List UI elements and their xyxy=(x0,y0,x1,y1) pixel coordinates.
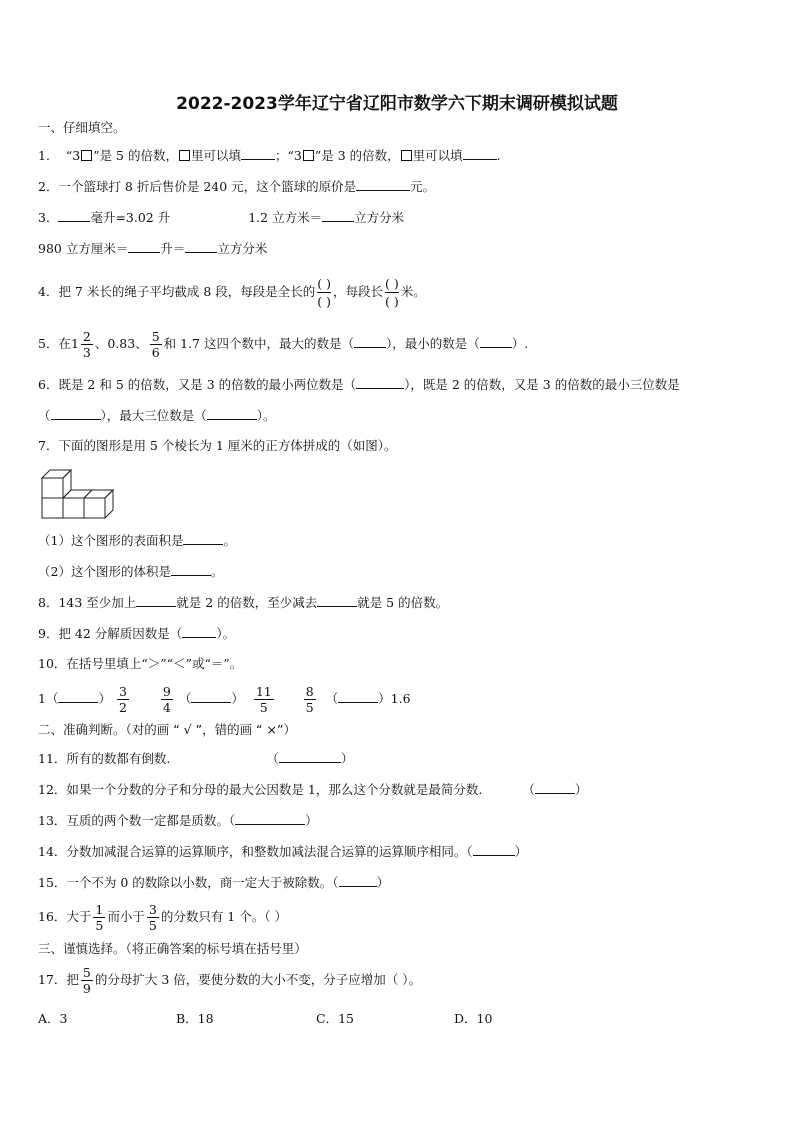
question-10-comparisons: 1（ ） $\frac{3}{2}$ $\frac{9}{4}$ （ ） $\frac{11}{5}$ $\frac{8}{5}$ （ ）1.6 xyxy=(38,684,411,715)
section-heading-3: 三、谨慎选择。（将正确答案的标号填在括号里） xyxy=(38,941,307,956)
cube-figure xyxy=(40,464,116,520)
question-1: 1. “3 ”是 5 的倍数， 里可以填 ；“3 ”是 3 的倍数， 里可以填 . xyxy=(38,148,501,163)
question-9: 9．把 42 分解质因数是（ ）。 xyxy=(38,626,236,641)
fraction: $\frac{2}{3}$ xyxy=(82,329,91,360)
answer-blank[interactable] xyxy=(463,147,497,160)
answer-blank[interactable] xyxy=(235,812,305,825)
answer-blank[interactable] xyxy=(317,594,357,607)
fraction: $\frac{8}{5}$ xyxy=(305,684,314,715)
square-box-icon xyxy=(303,150,314,161)
answer-blank[interactable] xyxy=(191,690,231,703)
question-12: 12．如果一个分数的分子和分母的最大公因数是 1，那么这个分数就是最简分数. （ ） xyxy=(38,782,588,797)
question-6b: （ ），最大三位数是（ ）。 xyxy=(38,408,276,423)
answer-blank[interactable] xyxy=(58,209,90,222)
option-b[interactable]: B．18 xyxy=(176,1011,214,1026)
answer-blank[interactable] xyxy=(480,335,512,348)
square-box-icon xyxy=(179,150,190,161)
fraction: $\frac{11}{5}$ xyxy=(255,684,272,715)
answer-blank[interactable] xyxy=(128,240,160,253)
fraction-blank[interactable]: ( ) ( ) xyxy=(317,276,331,309)
answer-blank[interactable] xyxy=(185,240,217,253)
answer-blank[interactable] xyxy=(241,147,275,160)
answer-blank[interactable] xyxy=(51,407,101,420)
section-heading-2: 二、准确判断。（对的画 “ √ ”，错的画 “ ×”） xyxy=(38,722,296,737)
page-title: 2022-2023学年辽宁省辽阳市数学六下期末调研模拟试题 xyxy=(176,94,618,114)
fraction: $\frac{5}{6}$ xyxy=(151,329,160,360)
answer-blank[interactable] xyxy=(182,625,216,638)
answer-blank[interactable] xyxy=(279,750,341,763)
question-16: 16．大于 $\frac{1}{5}$ 而小于 $\frac{3}{5}$ 的分数只有 1 个。（ ） xyxy=(38,902,287,933)
section-heading-1: 一、仔细填空。 xyxy=(38,120,126,135)
fraction: $\frac{3}{5}$ xyxy=(148,902,157,933)
question-8: 8．143 至少加上 就是 2 的倍数，至少减去 就是 5 的倍数。 xyxy=(38,595,449,610)
answer-blank[interactable] xyxy=(322,209,354,222)
answer-blank[interactable] xyxy=(338,690,378,703)
answer-blank[interactable] xyxy=(356,376,404,389)
square-box-icon xyxy=(401,150,412,161)
answer-blank[interactable] xyxy=(356,178,410,191)
question-6: 6．既是 2 和 5 的倍数，又是 3 的倍数的最小两位数是（ ），既是 2 的倍数，又是 3 的倍数的最小三位数是 xyxy=(38,377,680,392)
question-4: 4．把 7 米长的绳子平均截成 8 段，每段是全长的 ( ) ( ) ，每段长 ( ) ( ) 米。 xyxy=(38,276,426,309)
answer-blank[interactable] xyxy=(535,781,575,794)
option-c[interactable]: C．15 xyxy=(316,1011,354,1026)
question-14: 14．分数加减混合运算的运算顺序，和整数加减法混合运算的运算顺序相同。（ ） xyxy=(38,844,528,859)
question-2: 2．一个篮球打 8 折后售价是 240 元，这个篮球的原价是 元。 xyxy=(38,179,436,194)
fraction: $\frac{3}{2}$ xyxy=(118,684,127,715)
answer-blank[interactable] xyxy=(339,874,377,887)
fraction-blank[interactable]: ( ) ( ) xyxy=(385,276,399,309)
question-7-part-2: （2）这个图形的体积是 。 xyxy=(38,564,224,579)
question-7-part-1: （1）这个图形的表面积是 。 xyxy=(38,533,236,548)
question-3b: 980 立方厘米＝ 升＝ 立方分米 xyxy=(38,241,268,256)
question-17-options xyxy=(38,1011,492,1027)
question-13: 13．互质的两个数一定都是质数。（ ） xyxy=(38,813,318,828)
answer-blank[interactable] xyxy=(58,690,98,703)
fraction: $\frac{5}{9}$ xyxy=(82,965,91,996)
question-7: 7．下面的图形是用 5 个棱长为 1 厘米的正方体拼成的（如图）。 xyxy=(38,438,397,453)
fraction: $\frac{9}{4}$ xyxy=(162,684,171,715)
answer-blank[interactable] xyxy=(136,594,176,607)
question-3: 3． 毫升=3.02 升 1.2 立方米＝ 立方分米 xyxy=(38,210,405,225)
answer-blank[interactable] xyxy=(473,843,515,856)
question-17: 17．把 $\frac{5}{9}$ 的分母扩大 3 倍，要使分数的大小不变，分子应增加（ ）。 xyxy=(38,965,421,996)
option-d[interactable]: D．10 xyxy=(454,1011,493,1026)
fraction: $\frac{1}{5}$ xyxy=(95,902,104,933)
option-a[interactable]: A．3 xyxy=(38,1011,68,1026)
answer-blank[interactable] xyxy=(207,407,257,420)
question-15: 15．一个不为 0 的数除以小数，商一定大于被除数。（ ） xyxy=(38,875,390,890)
answer-blank[interactable] xyxy=(171,563,211,576)
question-5: 5．在1 $\frac{2}{3}$ 、0.83、 $\frac{5}{6}$ 和 1.7 这四个数中，最大的数是（ ），最小的数是（ ）. xyxy=(38,329,529,360)
square-box-icon xyxy=(81,150,92,161)
answer-blank[interactable] xyxy=(354,335,386,348)
answer-blank[interactable] xyxy=(183,532,223,545)
question-11: 11．所有的数都有倒数. （ ） xyxy=(38,751,354,766)
question-10: 10．在括号里填上“＞”“＜”或“＝”。 xyxy=(38,656,243,671)
